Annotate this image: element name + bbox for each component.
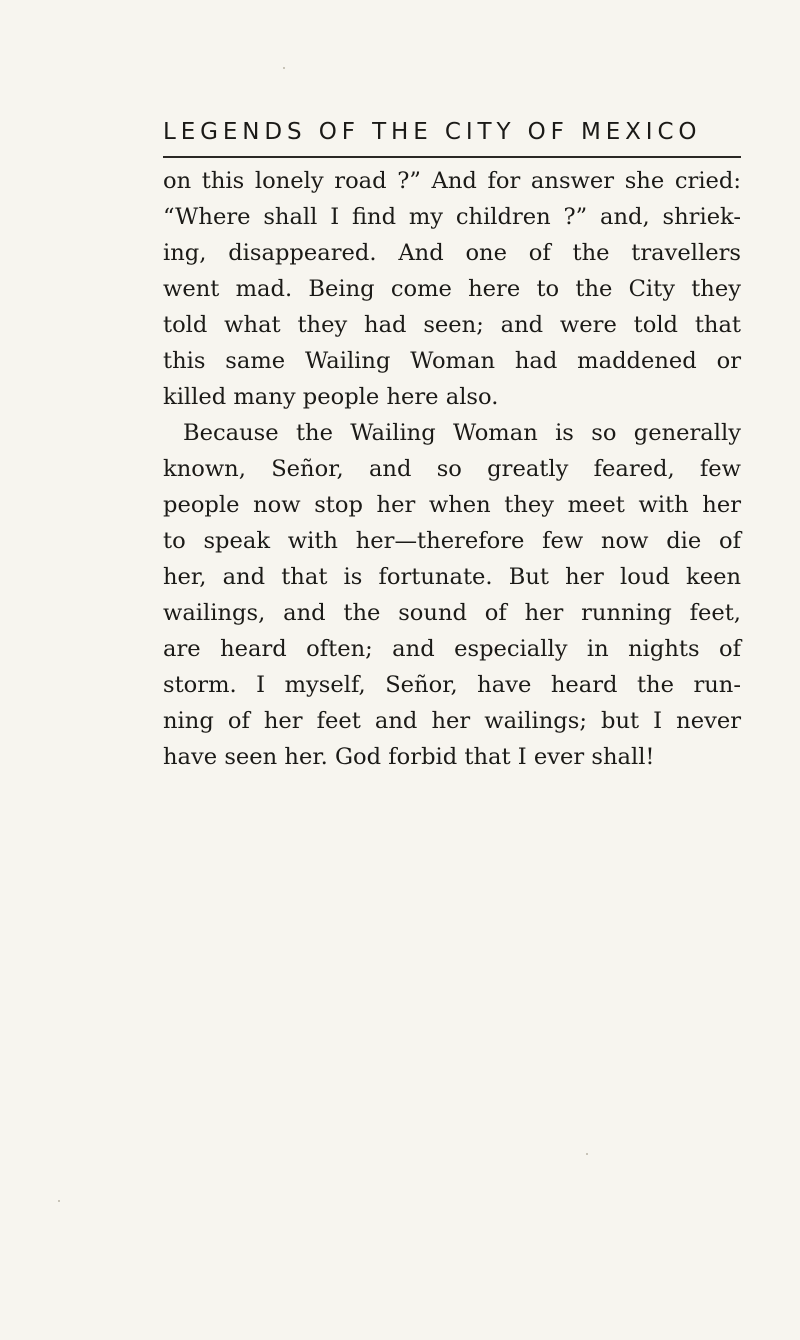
text-line: her, and that is fortunate. But her loud keen [163,564,741,590]
text-line: told what they had seen; and were told that [163,312,741,338]
text-line: are heard often; and especially in nights of [163,636,741,662]
text-line: on this lonely road ?” And for answer she cried: [163,168,741,194]
text-line: killed many people here also. [163,384,499,410]
paper-speck [586,1153,588,1155]
paper-speck [58,1200,60,1202]
paper-speck [283,67,285,69]
text-line: this same Wailing Woman had maddened or [163,348,741,374]
text-line: “Where shall I find my children ?” and, shriek- [163,204,741,230]
header-rule [163,156,741,158]
text-line: known, Señor, and so greatly feared, few [163,456,741,482]
text-line: Because the Wailing Woman is so generally [183,420,741,446]
text-line: ning of her feet and her wailings; but I never [163,708,741,734]
text-line: went mad. Being come here to the City they [163,276,741,302]
text-line: wailings, and the sound of her running feet, [163,600,741,626]
text-line: people now stop her when they meet with her [163,492,741,518]
paragraph-1 [163,163,741,415]
body-text [163,163,741,775]
running-head: LEGENDS OF THE CITY OF MEXICO [163,119,702,145]
text-line: have seen her. God forbid that I ever shall! [163,744,655,770]
text-line: to speak with her—therefore few now die of [163,528,741,554]
text-line: ing, disappeared. And one of the travellers [163,240,741,266]
text-line: storm. I myself, Señor, have heard the run- [163,672,741,698]
paragraph-2 [163,415,741,775]
